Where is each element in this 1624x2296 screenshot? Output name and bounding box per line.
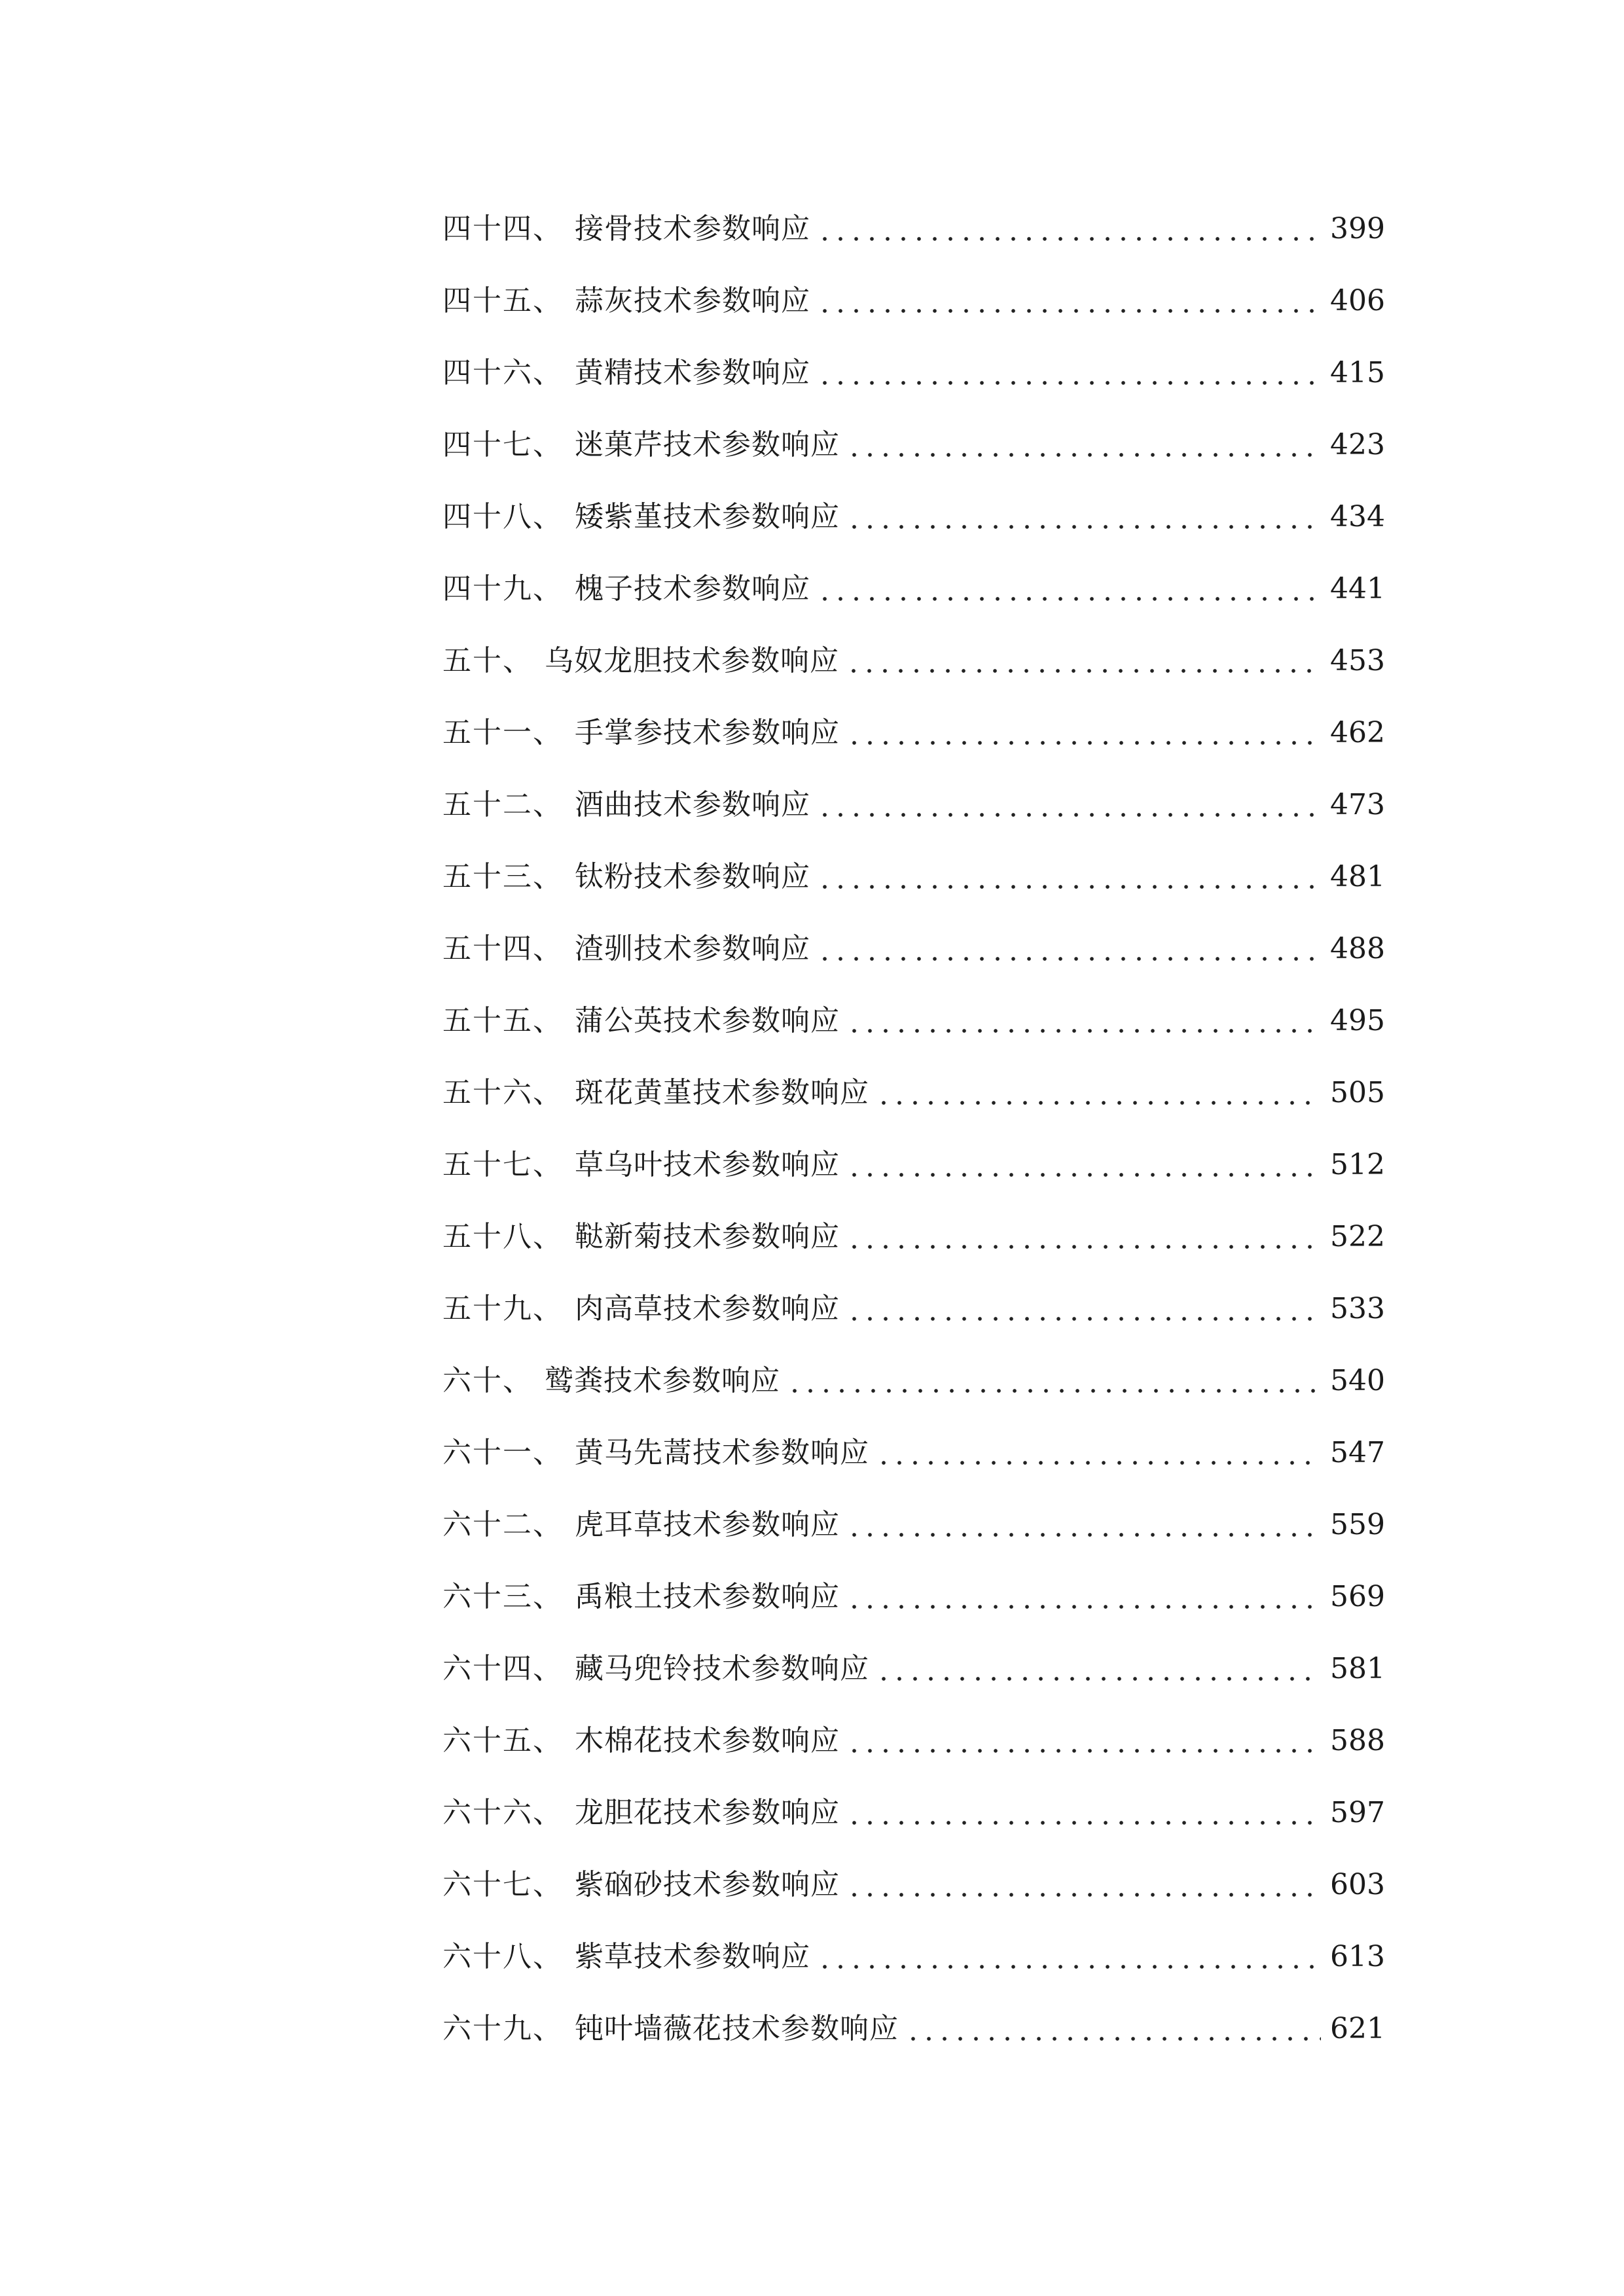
toc-entry-title: 手掌参技术参数响应 bbox=[575, 716, 840, 749]
toc-entry-page: 588 bbox=[1330, 1724, 1385, 1757]
toc-entry-page: 522 bbox=[1330, 1220, 1385, 1253]
toc-entry[interactable] bbox=[442, 1633, 1385, 1705]
toc-entry-page: 540 bbox=[1330, 1364, 1385, 1397]
dot-leader bbox=[846, 1727, 1321, 1755]
dot-leader bbox=[876, 1079, 1321, 1107]
toc-entry-title: 草乌叶技术参数响应 bbox=[575, 1148, 840, 1181]
toc-entry-page: 569 bbox=[1330, 1580, 1385, 1613]
toc-entry-page: 423 bbox=[1330, 428, 1385, 461]
toc-entry-page: 547 bbox=[1330, 1436, 1385, 1469]
toc-entry-number: 五十六、 bbox=[442, 1076, 563, 1109]
toc-entry-page: 613 bbox=[1330, 1940, 1385, 1973]
toc-entry-page: 533 bbox=[1330, 1292, 1385, 1325]
dot-leader bbox=[846, 1007, 1321, 1035]
toc-entry[interactable] bbox=[442, 265, 1385, 337]
toc-entry-title: 迷菓芹技术参数响应 bbox=[575, 428, 840, 461]
toc-entry-title: 黄马先蒿技术参数响应 bbox=[575, 1436, 869, 1469]
toc-entry-title: 斑花黄堇技术参数响应 bbox=[575, 1076, 869, 1109]
toc-entry-number: 五十九、 bbox=[442, 1292, 563, 1325]
toc-entry[interactable] bbox=[442, 769, 1385, 841]
toc-entry[interactable] bbox=[442, 1561, 1385, 1633]
dot-leader bbox=[876, 1655, 1321, 1683]
toc-entry-page: 406 bbox=[1330, 284, 1385, 317]
toc-entry-page: 441 bbox=[1330, 572, 1385, 605]
toc-entry-page: 488 bbox=[1330, 932, 1385, 965]
toc-entry-number: 六十九、 bbox=[442, 2012, 563, 2045]
toc-entry-number: 五十五、 bbox=[442, 1004, 563, 1037]
table-of-contents bbox=[442, 193, 1385, 2065]
dot-leader bbox=[846, 719, 1321, 747]
toc-entry-title: 钝叶墙薇花技术参数响应 bbox=[575, 2012, 899, 2045]
toc-entry-number: 五十一、 bbox=[442, 716, 563, 749]
toc-entry[interactable] bbox=[442, 1345, 1385, 1417]
toc-entry-number: 四十九、 bbox=[442, 572, 563, 605]
toc-entry[interactable] bbox=[442, 625, 1385, 697]
dot-leader bbox=[817, 791, 1321, 819]
toc-entry[interactable] bbox=[442, 337, 1385, 409]
toc-entry-number: 六十五、 bbox=[442, 1724, 563, 1757]
toc-entry-number: 六十三、 bbox=[442, 1580, 563, 1613]
toc-entry-number: 五十二、 bbox=[442, 788, 563, 821]
toc-entry-title: 槐子技术参数响应 bbox=[575, 572, 810, 605]
toc-entry-number: 六十八、 bbox=[442, 1940, 563, 1973]
toc-entry-number: 五十八、 bbox=[442, 1220, 563, 1253]
toc-entry-number: 六十七、 bbox=[442, 1868, 563, 1901]
toc-entry-title: 鹫粪技术参数响应 bbox=[545, 1364, 780, 1397]
toc-entry-number: 四十六、 bbox=[442, 356, 563, 389]
dot-leader bbox=[876, 1439, 1321, 1467]
toc-entry-title: 龙胆花技术参数响应 bbox=[575, 1796, 840, 1829]
dot-leader bbox=[846, 1295, 1321, 1323]
toc-entry-number: 五十四、 bbox=[442, 932, 563, 965]
dot-leader bbox=[817, 863, 1321, 891]
toc-entry-page: 453 bbox=[1330, 644, 1385, 677]
dot-leader bbox=[846, 1223, 1321, 1251]
toc-entry[interactable] bbox=[442, 481, 1385, 553]
dot-leader bbox=[846, 1799, 1321, 1827]
toc-entry-number: 五十、 bbox=[442, 644, 533, 677]
toc-entry-title: 虎耳草技术参数响应 bbox=[575, 1508, 840, 1541]
toc-entry-title: 矮紫堇技术参数响应 bbox=[575, 500, 840, 533]
dot-leader bbox=[817, 287, 1321, 315]
toc-entry-number: 六十二、 bbox=[442, 1508, 563, 1541]
toc-entry-title: 藏马兜铃技术参数响应 bbox=[575, 1652, 869, 1685]
toc-entry-page: 473 bbox=[1330, 788, 1385, 821]
toc-entry[interactable] bbox=[442, 913, 1385, 985]
dot-leader bbox=[846, 1151, 1321, 1179]
dot-leader bbox=[846, 503, 1321, 531]
toc-entry-title: 酒曲技术参数响应 bbox=[575, 788, 810, 821]
toc-entry-page: 399 bbox=[1330, 212, 1385, 245]
toc-entry-title: 紫草技术参数响应 bbox=[575, 1940, 810, 1973]
toc-entry-page: 559 bbox=[1330, 1508, 1385, 1541]
toc-entry[interactable] bbox=[442, 1849, 1385, 1921]
dot-leader bbox=[817, 359, 1321, 387]
toc-entry-page: 512 bbox=[1330, 1148, 1385, 1181]
toc-entry-page: 415 bbox=[1330, 356, 1385, 389]
toc-entry[interactable] bbox=[442, 553, 1385, 625]
toc-entry[interactable] bbox=[442, 1993, 1385, 2065]
toc-entry[interactable] bbox=[442, 1129, 1385, 1201]
toc-entry-number: 五十三、 bbox=[442, 860, 563, 893]
toc-entry-page: 495 bbox=[1330, 1004, 1385, 1037]
toc-entry-number: 四十八、 bbox=[442, 500, 563, 533]
toc-entry[interactable] bbox=[442, 1489, 1385, 1561]
toc-entry[interactable] bbox=[442, 1273, 1385, 1345]
dot-leader bbox=[817, 215, 1321, 243]
toc-entry-title: 钛粉技术参数响应 bbox=[575, 860, 810, 893]
toc-entry-page: 462 bbox=[1330, 716, 1385, 749]
toc-entry-number: 五十七、 bbox=[442, 1148, 563, 1181]
toc-entry[interactable] bbox=[442, 1201, 1385, 1273]
dot-leader bbox=[846, 647, 1321, 675]
toc-entry-title: 肉高草技术参数响应 bbox=[575, 1292, 840, 1325]
toc-entry[interactable] bbox=[442, 1057, 1385, 1129]
dot-leader bbox=[846, 1871, 1321, 1899]
toc-entry-title: 禹粮土技术参数响应 bbox=[575, 1580, 840, 1613]
dot-leader bbox=[905, 2015, 1321, 2043]
toc-entry[interactable] bbox=[442, 1705, 1385, 1777]
toc-entry-title: 接骨技术参数响应 bbox=[575, 212, 810, 245]
toc-entry-number: 六十一、 bbox=[442, 1436, 563, 1469]
toc-entry-title: 鞑新菊技术参数响应 bbox=[575, 1220, 840, 1253]
toc-entry[interactable] bbox=[442, 1777, 1385, 1849]
dot-leader bbox=[846, 431, 1321, 459]
toc-entry[interactable] bbox=[442, 193, 1385, 265]
toc-entry-number: 四十四、 bbox=[442, 212, 563, 245]
toc-entry-title: 蒜灰技术参数响应 bbox=[575, 284, 810, 317]
toc-entry[interactable] bbox=[442, 985, 1385, 1057]
toc-entry-title: 木棉花技术参数响应 bbox=[575, 1724, 840, 1757]
dot-leader bbox=[817, 575, 1321, 603]
toc-entry[interactable] bbox=[442, 841, 1385, 913]
toc-entry-page: 603 bbox=[1330, 1868, 1385, 1901]
toc-entry[interactable] bbox=[442, 697, 1385, 769]
dot-leader bbox=[817, 935, 1321, 963]
toc-entry-page: 505 bbox=[1330, 1076, 1385, 1109]
toc-entry-page: 581 bbox=[1330, 1652, 1385, 1685]
toc-entry-number: 六十六、 bbox=[442, 1796, 563, 1829]
toc-entry-page: 481 bbox=[1330, 860, 1385, 893]
toc-entry-number: 四十七、 bbox=[442, 428, 563, 461]
toc-entry-number: 六十、 bbox=[442, 1364, 533, 1397]
dot-leader bbox=[787, 1367, 1321, 1395]
toc-entry-title: 蒲公英技术参数响应 bbox=[575, 1004, 840, 1037]
dot-leader bbox=[846, 1511, 1321, 1539]
toc-entry-title: 乌奴龙胆技术参数响应 bbox=[545, 644, 839, 677]
toc-entry-page: 434 bbox=[1330, 500, 1385, 533]
toc-entry-title: 黄精技术参数响应 bbox=[575, 356, 810, 389]
dot-leader bbox=[817, 1943, 1321, 1971]
toc-entry-number: 四十五、 bbox=[442, 284, 563, 317]
toc-entry-title: 紫硇砂技术参数响应 bbox=[575, 1868, 840, 1901]
toc-entry[interactable] bbox=[442, 1921, 1385, 1993]
toc-entry[interactable] bbox=[442, 409, 1385, 481]
toc-entry-page: 621 bbox=[1330, 2012, 1385, 2045]
toc-entry-page: 597 bbox=[1330, 1796, 1385, 1829]
toc-entry[interactable] bbox=[442, 1417, 1385, 1489]
dot-leader bbox=[846, 1583, 1321, 1611]
toc-entry-title: 渣驯技术参数响应 bbox=[575, 932, 810, 965]
toc-entry-number: 六十四、 bbox=[442, 1652, 563, 1685]
